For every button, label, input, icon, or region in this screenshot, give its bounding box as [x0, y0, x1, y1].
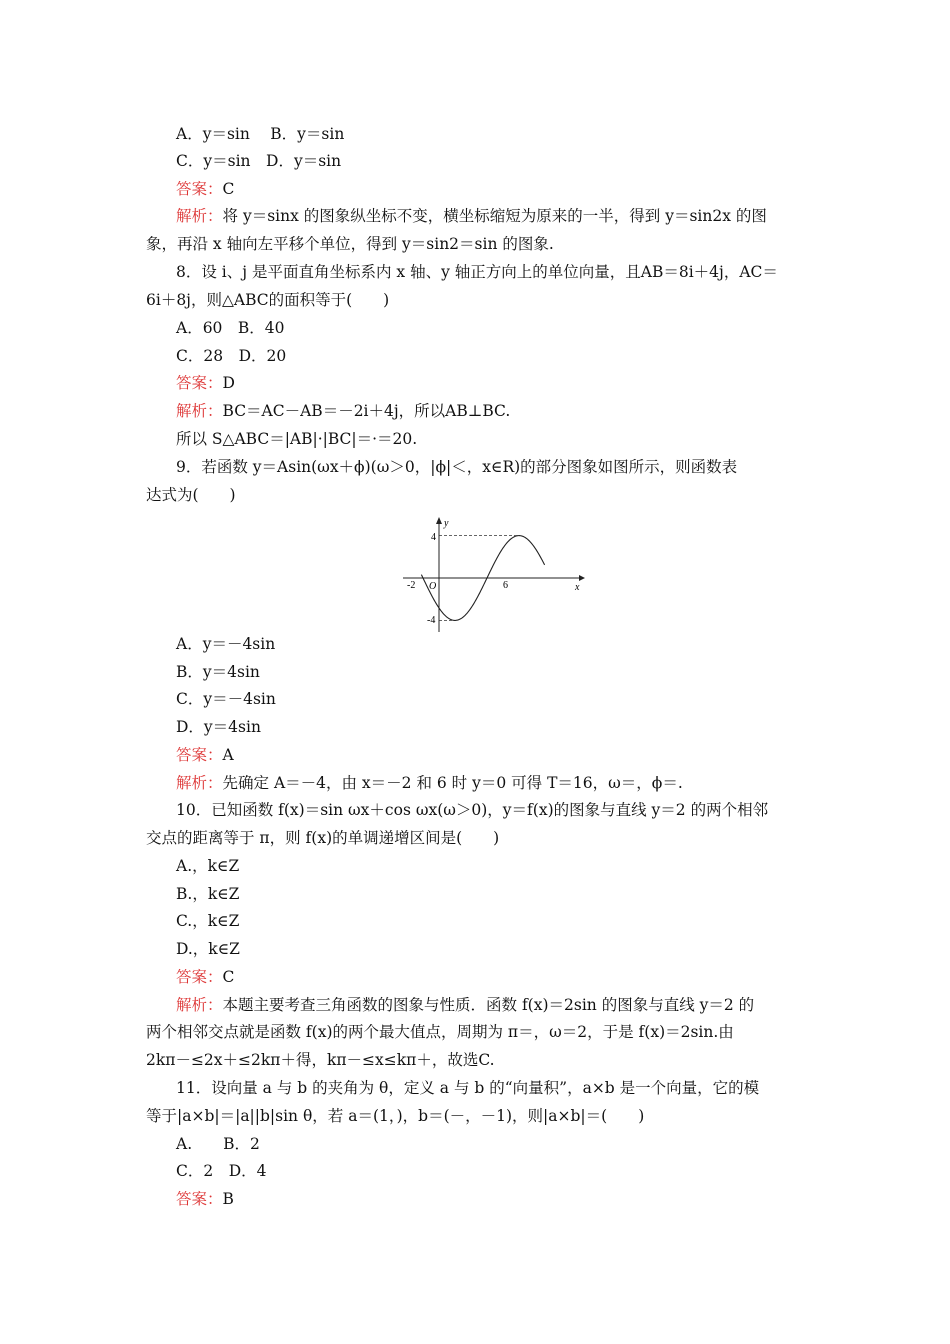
q8-answer — [176, 373, 235, 393]
q9-option-b: B．y＝4sin — [176, 663, 260, 681]
answer-label: 答案： — [176, 746, 223, 764]
q8-stem-2: 6i＋8j，则△ABC的面积等于( ) — [146, 291, 390, 309]
q8-options-row2: C．28 D．20 — [176, 347, 287, 365]
q11-options-row2: C．2 D．4 — [176, 1162, 267, 1180]
y-axis-arrow — [436, 517, 442, 524]
q7-options-row2: C．y＝sin D．y＝sin — [176, 152, 342, 170]
analysis-text: 先确定 A＝－4，由 x＝－2 和 6 时 y＝0 可得 T＝16，ω＝，ϕ＝. — [222, 774, 683, 792]
q8-analysis-1 — [176, 401, 510, 421]
q11-options-row1: A. B．2 — [176, 1135, 260, 1153]
y-axis-label: y — [444, 518, 449, 529]
x-axis-label: x — [575, 582, 580, 593]
analysis-label: 解析： — [176, 402, 223, 420]
q8-analysis-2: 所以 S△ABC＝|AB|·|BC|＝·＝20. — [176, 430, 418, 448]
q11-stem-2: 等于|a×b|＝|a||b|sin θ，若 a＝(1，)，b＝(－，－1)，则|a×b|＝( ) — [146, 1107, 645, 1125]
q10-analysis-1 — [176, 995, 754, 1015]
answer-label: 答案： — [176, 180, 223, 198]
q10-analysis-3: 2kπ－≤2x＋≤2kπ＋得，kπ－≤x≤kπ＋，故选C. — [146, 1051, 495, 1069]
answer-value: A — [222, 746, 234, 764]
sine-graph — [395, 512, 595, 634]
q9-option-d: D．y＝4sin — [176, 718, 261, 736]
y-tick-label: -4 — [427, 615, 436, 626]
q9-stem-2: 达式为( ) — [146, 486, 236, 504]
answer-value: C — [222, 180, 235, 198]
q10-option-c: C.，k∈Z — [176, 912, 240, 930]
q8-options-row1: A．60 B．40 — [176, 319, 285, 337]
analysis-text: BC＝AC－AB＝－2i＋4j，所以AB⊥BC. — [222, 402, 511, 420]
q11-stem-1: 11．设向量 a 与 b 的夹角为 θ，定义 a 与 b 的“向量积”，a×b 是一个向量，它的模 — [176, 1079, 760, 1097]
answer-value: D — [222, 374, 235, 392]
q9-option-a: A．y＝－4sin — [176, 635, 276, 653]
q10-answer — [176, 967, 234, 987]
q7-answer — [176, 179, 234, 199]
q9-stem-1: 9．若函数 y＝Asin(ωx＋ϕ)(ω＞0，|ϕ|＜，x∈R)的部分图象如图所示，则函数表 — [176, 458, 738, 476]
q8-stem-1: 8．设 i、j 是平面直角坐标系内 x 轴、y 轴正方向上的单位向量，且AB＝8i＋4j，AC＝ — [176, 263, 778, 281]
q10-stem-2: 交点的距离等于 π，则 f(x)的单调递增区间是( ) — [146, 829, 500, 847]
analysis-text: 将 y＝sinx 的图象纵坐标不变，横坐标缩短为原来的一半，得到 y＝sin2x 的图 — [222, 207, 767, 225]
x-axis-arrow — [579, 575, 585, 581]
analysis-label: 解析： — [176, 996, 223, 1014]
q11-answer — [176, 1189, 234, 1209]
q9-answer — [176, 745, 234, 765]
origin-label: O — [429, 581, 437, 592]
q9-option-c: C．y＝－4sin — [176, 690, 276, 708]
q10-analysis-2: 两个相邻交点就是函数 f(x)的两个最大值点，周期为 π＝，ω＝2，于是 f(x)＝2sin.由 — [146, 1023, 734, 1041]
x-tick-label: -2 — [407, 580, 416, 591]
q10-stem-1: 10．已知函数 f(x)＝sin ωx＋cos ωx(ω＞0)，y＝f(x)的图象与直线 y＝2 的两个相邻 — [176, 801, 769, 819]
x-tick-label: 6 — [503, 580, 508, 591]
q10-option-b: B.，k∈Z — [176, 885, 240, 903]
answer-value: B — [222, 1190, 234, 1208]
analysis-text: 本题主要考查三角函数的图象与性质．函数 f(x)＝2sin 的图象与直线 y＝2 的 — [222, 996, 755, 1014]
q7-options-row1: A．y＝sin B．y＝sin — [176, 125, 345, 143]
answer-value: C — [222, 968, 235, 986]
y-tick-label: 4 — [431, 532, 436, 543]
answer-label: 答案： — [176, 1190, 223, 1208]
q7-analysis-2: 象，再沿 x 轴向左平移个单位，得到 y＝sin2＝sin 的图象. — [146, 235, 554, 253]
q9-analysis-1 — [176, 773, 683, 793]
answer-label: 答案： — [176, 374, 223, 392]
analysis-label: 解析： — [176, 207, 223, 225]
q10-option-d: D.，k∈Z — [176, 940, 240, 958]
q10-option-a: A.，k∈Z — [176, 857, 240, 875]
analysis-label: 解析： — [176, 774, 223, 792]
answer-label: 答案： — [176, 968, 223, 986]
q7-analysis-1 — [176, 206, 767, 226]
